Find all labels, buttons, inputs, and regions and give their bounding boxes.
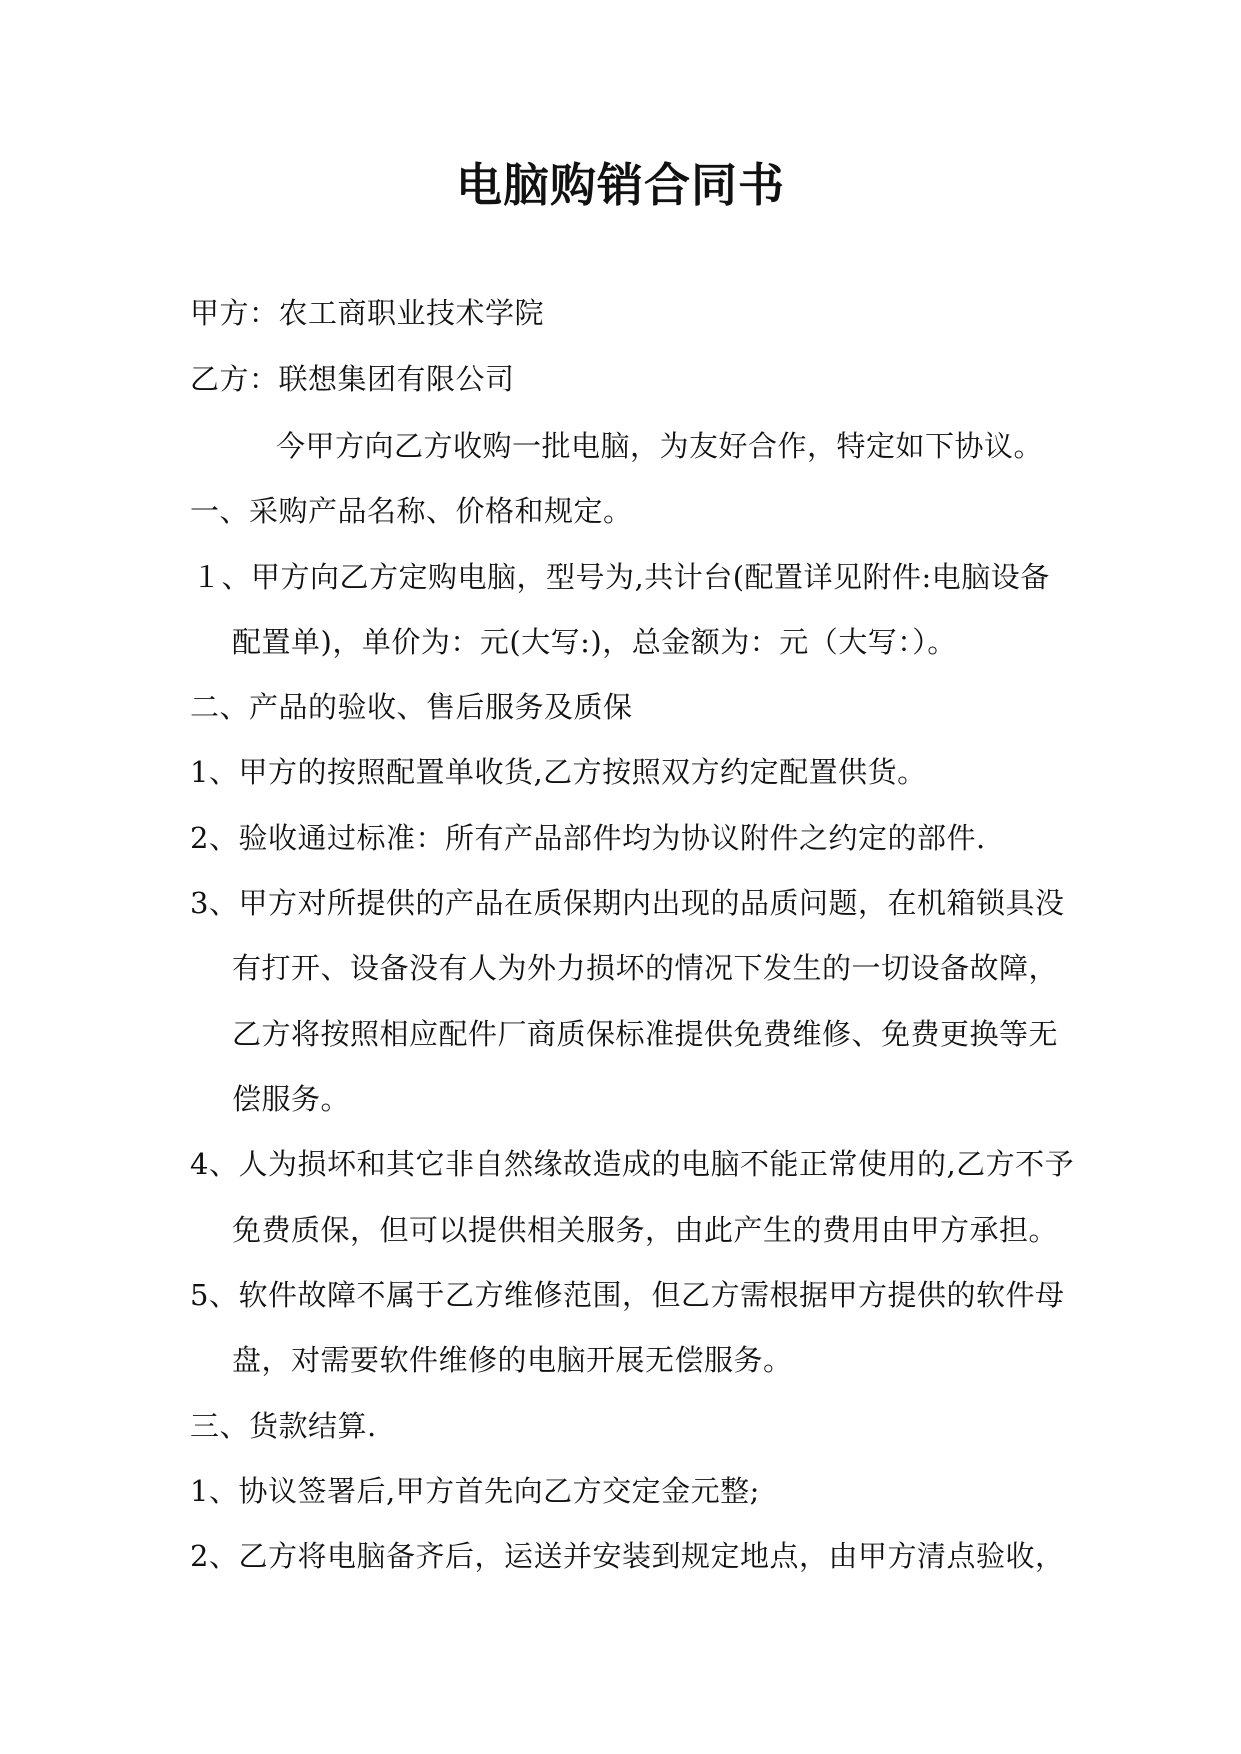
party-a: 甲方：农工商职业技术学院 <box>190 296 545 330</box>
section2-item4-line2: 免费质保，但可以提供相关服务，由此产生的费用由甲方承担。 <box>232 1213 1059 1247</box>
section1-heading: 一、采购产品名称、价格和规定。 <box>190 494 633 528</box>
section2-item5-line1: 5、软件故障不属于乙方维修范围，但乙方需根据甲方提供的软件母 <box>190 1278 1065 1312</box>
party-b: 乙方：联想集团有限公司 <box>190 362 515 396</box>
section2-item3-line2: 有打开、设备没有人为外力损坏的情况下发生的一切设备故障， <box>232 951 1059 985</box>
section3-item2: 2、乙方将电脑备齐后，运送并安装到规定地点，由甲方清点验收， <box>190 1539 1065 1573</box>
intro-paragraph: 今甲方向乙方收购一批电脑，为友好合作，特定如下协议。 <box>276 429 1044 463</box>
section3-item1: 1、协议签署后,甲方首先向乙方交定金元整; <box>190 1474 760 1508</box>
document-title: 电脑购销合同书 <box>456 158 785 212</box>
section2-item2: 2、验收通过标准：所有产品部件均为协议附件之约定的部件. <box>190 821 986 855</box>
section2-item5-line2: 盘，对需要软件维修的电脑开展无偿服务。 <box>232 1343 793 1377</box>
section2-item1: 1、甲方的按照配置单收货,乙方按照双方约定配置供货。 <box>190 755 927 789</box>
section2-heading: 二、产品的验收、售后服务及质保 <box>190 690 633 724</box>
section3-heading: 三、货款结算. <box>190 1409 377 1443</box>
section1-item1-line1: １、甲方向乙方定购电脑，型号为,共计台(配置详见附件:电脑设备 <box>192 560 1050 594</box>
section2-item3-line4: 偿服务。 <box>232 1082 351 1116</box>
section1-item1-line2: 配置单)，单价为：元(大写:)，总金额为：元（大写：）。 <box>232 625 957 659</box>
section2-item3-line3: 乙方将按照相应配件厂商质保标准提供免费维修、免费更换等无 <box>232 1017 1059 1051</box>
section2-item3-line1: 3、甲方对所提供的产品在质保期内出现的品质问题，在机箱锁具没 <box>190 886 1065 920</box>
section2-item4-line1: 4、人为损坏和其它非自然缘故造成的电脑不能正常使用的,乙方不予 <box>190 1147 1075 1181</box>
